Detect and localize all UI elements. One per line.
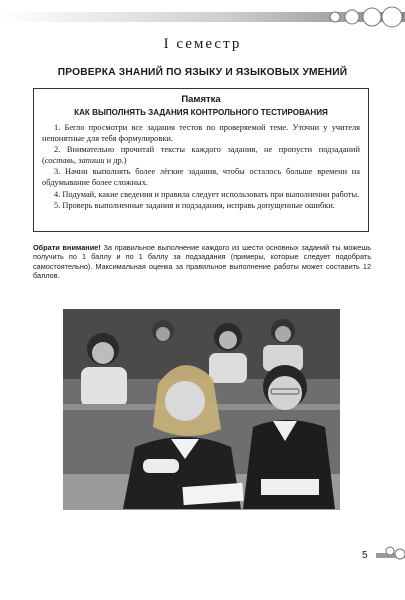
page-number: 5 [362,550,368,561]
memo-item-3: 3. Начни выполнять более лёгкие задания, чтобы осталось больше времени на обдумывание более сложных. [42,167,360,187]
page-number-decoration [376,545,405,565]
header-decoration [0,6,405,28]
semester-title: I семестр [163,36,242,52]
memo-title: Памятка [181,94,221,105]
attention-label: Обрати внимание! [33,243,101,252]
attention-text: За правильное выполнение каждого из шести основных заданий ты можешь получить по 1 баллу и по 1 баллу за подзадания (примеры, которые следует подобрать самостоятельно). Максимальная оценка за правильное выполнение работы может составить 12 баллов. [33,243,371,280]
memo-item-2-emphasis-1: составь [44,155,74,165]
memo-item-1: 1. Бегло просмотри все задания тестов по проверяемой теме. Уточни у учителя непонятные для тебя формулировки. [42,123,360,143]
classroom-photo [63,309,340,510]
memo-item-2-emphasis-2: запиши [78,155,105,165]
memo-subtitle: КАК ВЫПОЛНЯТЬ ЗАДАНИЯ КОНТРОЛЬНОГО ТЕСТИРОВАНИЯ [74,108,328,117]
memo-item-2-start: 2. Внимательно прочитай тексты каждого задания, не пропусти подзаданий ( [42,145,360,165]
memo-item-5: 5. Проверь выполненные задания и подзадания, исправь допущенные ошибки. [54,201,335,211]
memo-item-2 [42,145,360,166]
memo-item-4: 4. Подумай, какие сведения и правила следует использовать при выполнении работы. [54,189,360,199]
attention-note [33,243,371,280]
memo-item-2-end: и др.) [104,155,127,165]
section-heading: ПРОВЕРКА ЗНАНИЙ ПО ЯЗЫКУ И ЯЗЫКОВЫХ УМЕНИЙ [57,67,348,78]
memo-box [33,88,369,232]
memo-item-2-separator: , [74,155,79,165]
